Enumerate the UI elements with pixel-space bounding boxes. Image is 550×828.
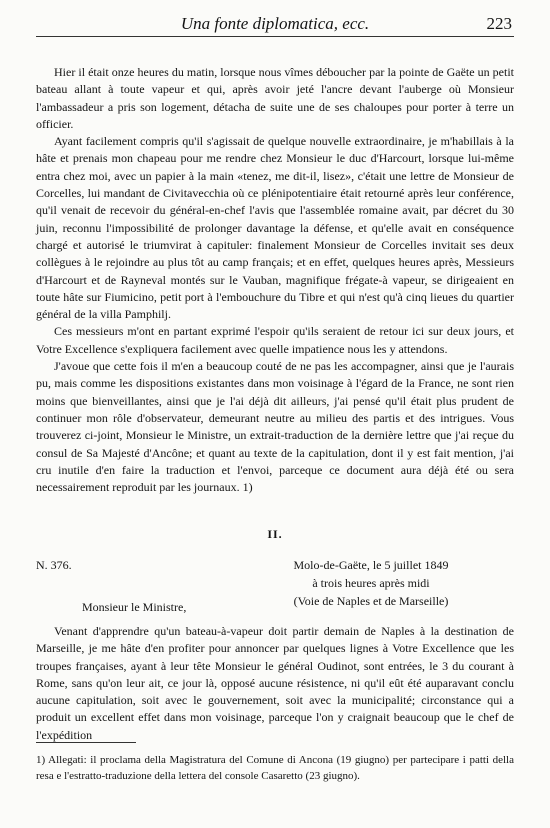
footnote-divider xyxy=(36,742,136,743)
page-header xyxy=(36,14,514,37)
section-number: II. xyxy=(267,527,283,541)
dateline xyxy=(280,556,462,610)
letter-body-1 xyxy=(36,64,514,496)
letter-body-2 xyxy=(36,623,514,744)
body-paragraph: Ayant facilement compris qu'il s'agissait de quelque nouvelle extraordinaire, je m'habillais à la hâte et prenais mon chapeau pour me rendre chez Monsieur le duc d'Harcourt, lorsque lui-même entra chez moi, avec un papier à la main «tenez, me dit-il, lisez», c'était une lettre de Monsieur de Corcelles, lui mandant de Civitavecchia où ce plénipotentiaire était retourné après leur conférence, qu'il venait de recevoir du général-en-chef l'avis que l'assemblée romaine avait, par décret du 30 juin, reconnu l'impossibilité de prolonger davantage la défense, et qu'elle avait en conséquence chargé et autorisé le triumvirat à capituler: finalement Monsieur de Corcelles invitait ses deux collègues à le rejoindre au plus tôt au camp français; et en effet, quelques heures après, Messieurs d'Harcourt et de Rayneval montés sur le Vauban, magnifique frégate-à vapeur, se dirigeaient en toute hâte sur Fiumicino, petit port à l'embouchure du Tibre et qui n'est qu'à cinq lieues du quartier général de la villa Pamphilj. xyxy=(36,134,514,322)
body-paragraph: J'avoue que cette fois il m'en a beaucoup couté de ne pas les accompagner, ainsi que je l'aurais pu, mais comme les dispositions existantes dans mon voisinage à l'égard de la France, ne sont rien moins que bienveillantes, ainsi que je l'ai déjà dit ailleurs, j'ai pensé qu'il était plus prudent de continuer mon rôle d'observateur, demeurant neutre au milieu des partis et des intrigues. Vous trouverez ci-joint, Monsieur le Ministre, un extrait-traduction de la dernière lettre que j'ai reçue du consul de Sa Majesté d'Ancône; et quant au texte de la capitulation, dont il y est fait mention, j'ai cru inutile d'en faire la traduction et l'envoi, parceque ce document aura déjà été ou sera necessairement reproduit par les journaux. 1) xyxy=(36,359,514,495)
dateline-time: à trois heures après midi xyxy=(312,576,430,590)
dateline-place-date: Molo-de-Gaëte, le 5 juillet 1849 xyxy=(293,558,449,572)
body-paragraph: Hier il était onze heures du matin, lorsque nous vîmes déboucher par la pointe de Gaëte un petit bateau allant à toute vapeur et qui, après avoir jeté l'ancre devant l'auberge où Monsieur l'ambassadeur a pris son logement, détacha de suite une de ses chaloupes pour porter à terre un officier. xyxy=(36,65,514,131)
document-number: N. 376. xyxy=(36,558,72,572)
salutation: Monsieur le Ministre, xyxy=(82,600,187,614)
body-paragraph: Venant d'apprendre qu'un bateau-à-vapeur doit partir demain de Naples à la destination de Marseille, je me hâte d'en profiter pour annoncer par quelques lignes à Votre Excellence que les troupes françaises, ayant à leur tête Monsieur le général Oudinot, sont entrées, le 3 du courant à Rome, sans qu'on leur ait, ce jour là, opposé aucune résistence, ni qu'il eût été auparavant conclu aucune capitulation, soit avec le gouvernement, soit avec la municipalité; circonstance qui a produit un excellent effet dans mon voisinage, parceque l'on y craignait beaucoup que le chef de l'expédition xyxy=(36,624,514,742)
body-paragraph: Ces messieurs m'ont en partant exprimé l'espoir qu'ils seraient de retour ici sur deux jours, et Votre Excellence s'expliquera facilement avec quelle impatience nous les y attendons. xyxy=(36,324,514,356)
page-number: 223 xyxy=(486,14,512,33)
running-title: Una fonte diplomatica, ecc. xyxy=(180,14,370,33)
dateline-route: (Voie de Naples et de Marseille) xyxy=(293,594,449,608)
footnote: 1) Allegati: il proclama della Magistratura del Comune di Ancona (19 giugno) per partecipare i patti della resa e l'estratto-traduzione della lettera del console Casaretto (23 giugno). xyxy=(36,754,514,782)
